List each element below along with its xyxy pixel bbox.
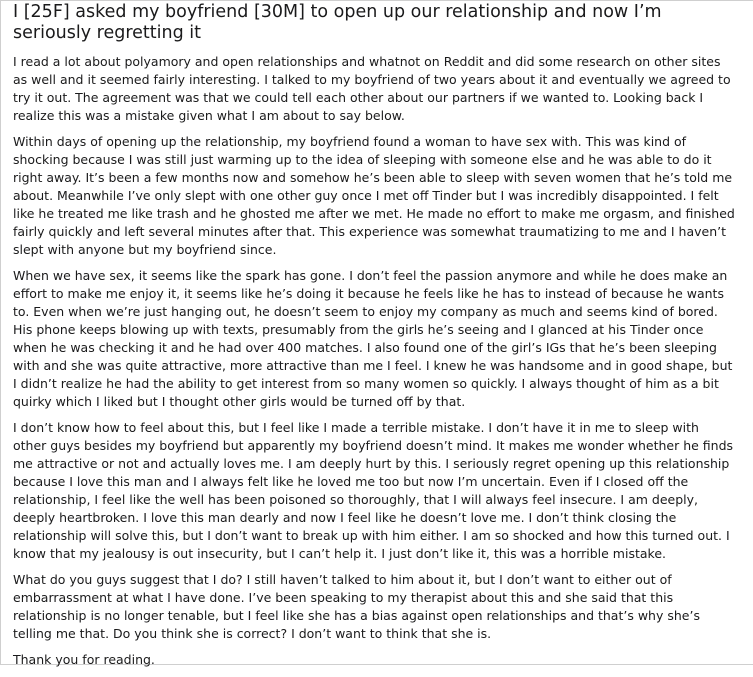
post-body — [13, 53, 735, 677]
post-paragraph: Thank you for reading. — [13, 652, 155, 667]
post-title[interactable]: I [25F] asked my boyfriend [30M] to open up our relationship and now I’m seriously regretting it — [13, 2, 662, 43]
post-paragraph: What do you guys suggest that I do? I still haven’t talked to him about it, but I don’t want to either out of embarrassment at what I have done. I’ve been speaking to my therapist about this and she said that this relationship is no longer tenable, but I feel like she has a bias against open relationships and that’s why she’s telling me that. Do you think she is correct? I don’t want to think that she is. — [13, 572, 700, 641]
post-paragraph: When we have sex, it seems like the spark has gone. I don’t feel the passion anymore and while he does make an effort to make me enjoy it, it seems like he’s doing it because he feels like he has to instead of because he wants to. Even when we’re just hanging out, he doesn’t seem to enjoy my company as much and seems kind of bored. His phone keeps blowing up with texts, presumably from the girls he’s seeing and I glanced at his Tinder once when he was checking it and he had over 400 matches. I also found one of the girl’s IGs that he’s been sleeping with and she was quite attractive, more attractive than me I feel. I knew he was handsome and in good shape, but I didn’t realize he had the ability to get interest from so many women so quickly. I always thought of him as a bit quirky which I liked but I thought other girls would be turned off by that. — [13, 268, 733, 409]
post-paragraph: I read a lot about polyamory and open relationships and whatnot on Reddit and did some research on other sites as well and it seemed fairly interesting. I talked to my boyfriend of two years about it and eventually we agreed to try it out. The agreement was that we could tell each other about our partners if we wanted to. Looking back I realize this was a mistake given what I am about to say below. — [13, 54, 731, 123]
post-paragraph: Within days of opening up the relationship, my boyfriend found a woman to have sex with. This was kind of shocking because I was still just warming up to the idea of sleeping with someone else and he was able to do it right away. It’s been a few months now and somehow he’s been able to sleep with seven women that he’s told me about. Meanwhile I’ve only slept with one other guy once I met off Tinder but I was incredibly disappointed. I felt like he treated me like trash and he ghosted me after we met. He made no effort to make me orgasm, and finished fairly quickly and left several minutes after that. This experience was somewhat traumatizing to me and I haven’t slept with anyone but my boyfriend since. — [13, 134, 735, 257]
post-paragraph: I don’t know how to feel about this, but I feel like I made a terrible mistake. I don’t have it in me to sleep with other guys besides my boyfriend but apparently my boyfriend doesn’t mind. It makes me wonder whether he finds me attractive or not and actually loves me. I am deeply hurt by this. I seriously regret opening up this relationship because I love this man and I always felt like he loved me too but now I’m uncertain. Even if I closed off the relationship, I feel like the well has been poisoned so thoroughly, that I will always feel insecure. I am deeply, deeply heartbroken. I love this man dearly and now I feel like he doesn’t love me. I don’t think closing the relationship will solve this, but I don’t want to break up with him either. I am so shocked and how this turned out. I know that my jealousy is out insecurity, but I can’t help it. I just don’t like it, this was a horrible mistake. — [13, 420, 734, 561]
